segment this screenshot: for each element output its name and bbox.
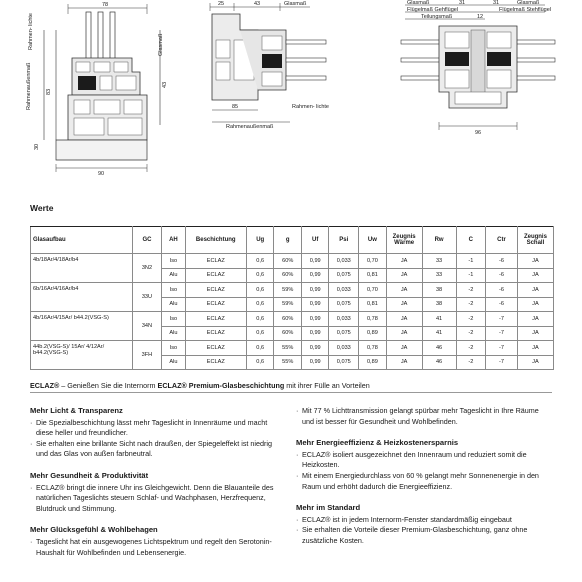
cell-gc: 34N — [132, 312, 162, 341]
cell-ah: Iso — [162, 283, 185, 298]
cell-c: -2 — [456, 283, 486, 298]
cell-ug: 0,6 — [246, 268, 274, 283]
dim-43-left: 43 — [162, 81, 168, 88]
cell-ug: 0,6 — [246, 326, 274, 341]
werte-table — [30, 226, 554, 370]
cell-psi: 0,033 — [329, 254, 359, 269]
cell-zeugnis-waerme: JA — [386, 254, 422, 269]
cell-ah: Alu — [162, 355, 185, 370]
cell-c: -2 — [456, 312, 486, 327]
cell-rw: 46 — [422, 355, 456, 370]
table-header-row — [31, 227, 554, 254]
header-rw: Rw — [422, 227, 456, 254]
header-uf: Uf — [301, 227, 329, 254]
header-zeugnis-schall-1: Zeugnis — [523, 234, 547, 240]
section-title-energie: Mehr Energieeffizienz & Heizkostenersparnis — [296, 438, 459, 448]
header-beschichtung: Beschichtung — [185, 227, 246, 254]
dim-30: 30 — [34, 143, 40, 150]
divider — [30, 392, 552, 393]
cell-zeugnis-waerme: JA — [386, 312, 422, 327]
cell-psi: 0,075 — [329, 297, 359, 312]
cell-ah: Iso — [162, 341, 185, 356]
header-c: C — [456, 227, 486, 254]
section-standard — [296, 503, 551, 546]
cell-g: 59% — [274, 297, 302, 312]
dim-83: 83 — [46, 88, 52, 95]
cell-zeugnis-schall: JA — [517, 355, 553, 370]
cell-glasaufbau: 44b.2(VSG-S)/ 15Ar/ 4/12Ar/ b44.2(VSG-S) — [31, 341, 133, 370]
cell-uf: 0,99 — [301, 355, 329, 370]
cell-uf: 0,99 — [301, 297, 329, 312]
cell-uw: 0,81 — [359, 268, 387, 283]
cell-c: -2 — [456, 326, 486, 341]
header-gc: GC — [132, 227, 162, 254]
cell-psi: 0,075 — [329, 355, 359, 370]
cell-g: 55% — [274, 355, 302, 370]
cell-beschichtung: ECLAZ — [185, 312, 246, 327]
dim-90: 90 — [98, 171, 105, 175]
header-ug: Ug — [246, 227, 274, 254]
list-item: · Mit 77 % Lichttransmission gelangt spürbar mehr Tageslicht in Ihre Räume und ist besser für Gesundheit und Wohlbefinden. — [296, 406, 551, 427]
table-row — [31, 254, 554, 269]
list-licht — [30, 418, 285, 460]
list-wohlbehagen — [30, 537, 285, 558]
section-title-wohlbehagen: Mehr Glücksgefühl & Wohlbehagen — [30, 525, 158, 535]
cell-uw: 0,89 — [359, 326, 387, 341]
section-drawing-horizontal — [200, 0, 340, 130]
cell-uf: 0,99 — [301, 283, 329, 298]
header-zeugnis-waerme-2: Wärme — [394, 240, 415, 246]
header-zeugnis-waerme — [386, 227, 422, 254]
cell-gc: 3N2 — [132, 254, 162, 283]
cell-g: 60% — [274, 268, 302, 283]
header-ah: AH — [162, 227, 185, 254]
dim-31-b: 31 — [493, 0, 500, 6]
list-standard — [296, 515, 551, 547]
list-item: · Die Spezialbeschichtung lässt mehr Tageslicht in Innenräume und macht diese heller und freundlicher. — [30, 418, 285, 439]
label-fluegelmass-stehfluegel: Flügelmaß Stehflügel — [499, 7, 551, 13]
label-glasmass-right: Glasmaß — [407, 0, 430, 6]
table-row — [31, 312, 554, 327]
cell-zeugnis-waerme: JA — [386, 297, 422, 312]
table-row — [31, 341, 554, 356]
intro-text-1: – Genießen Sie die Internorm — [59, 381, 158, 390]
label-teilungsmass: Teilungsmaß — [421, 14, 453, 20]
eclaz-intro — [30, 381, 370, 390]
header-ctr: Ctr — [486, 227, 518, 254]
label-glasmass-right-2: Glasmaß — [517, 0, 540, 6]
cell-uf: 0,99 — [301, 268, 329, 283]
cell-c: -1 — [456, 268, 486, 283]
cell-g: 59% — [274, 283, 302, 298]
section-title-standard: Mehr im Standard — [296, 503, 361, 513]
section-right-intro — [296, 406, 551, 427]
section-title-licht: Mehr Licht & Transparenz — [30, 406, 123, 415]
section-title-gesundheit: Mehr Gesundheit & Produktivität — [30, 470, 149, 480]
cell-gc: 3FH — [132, 341, 162, 370]
cell-uw: 0,70 — [359, 283, 387, 298]
header-g: g — [274, 227, 302, 254]
label-fluegelmass-gehfluegel: Flügelmaß Gehflügel — [407, 7, 459, 13]
list-item: · ECLAZ® isoliert ausgezeichnet den Innenraum und reduziert somit die Heizkosten. — [296, 450, 551, 471]
cell-glasaufbau: 6b/16Ar/4/16Ar/b4 — [31, 283, 133, 312]
cell-uf: 0,99 — [301, 254, 329, 269]
label-rahmenlichte-middle: Rahmen- lichte — [292, 104, 329, 110]
header-zeugnis-schall — [517, 227, 553, 254]
intro-bold: ECLAZ® Premium-Glasbeschichtung — [157, 381, 285, 390]
cell-uw: 0,70 — [359, 254, 387, 269]
dim-78: 78 — [102, 2, 109, 8]
label-rahmenaussenmass: Rahmenaußenmaß — [26, 62, 32, 110]
cell-ug: 0,6 — [246, 283, 274, 298]
cell-psi: 0,033 — [329, 312, 359, 327]
werte-title: Werte — [30, 203, 54, 213]
cell-zeugnis-waerme: JA — [386, 355, 422, 370]
dim-96: 96 — [475, 130, 482, 136]
cell-ug: 0,6 — [246, 341, 274, 356]
cell-psi: 0,033 — [329, 341, 359, 356]
cell-rw: 33 — [422, 254, 456, 269]
cell-uw: 0,78 — [359, 341, 387, 356]
cell-rw: 46 — [422, 341, 456, 356]
section-gesundheit — [30, 471, 285, 514]
cell-zeugnis-schall: JA — [517, 254, 553, 269]
cell-rw: 41 — [422, 326, 456, 341]
cell-uw: 0,78 — [359, 312, 387, 327]
list-item: · Tageslicht hat ein ausgewogenes Lichtspektrum und regelt den Serotonin-Haushalt für Wohlbefinden und Lebensenergie. — [30, 537, 285, 558]
intro-text-2: mit ihrer Fülle an Vorteilen — [284, 381, 370, 390]
cell-beschichtung: ECLAZ — [185, 355, 246, 370]
cell-uf: 0,99 — [301, 326, 329, 341]
cell-c: -1 — [456, 254, 486, 269]
cell-ctr: -6 — [486, 254, 518, 269]
technical-drawings — [0, 0, 582, 200]
cell-beschichtung: ECLAZ — [185, 283, 246, 298]
cell-glasaufbau: 4b/18Ar/4/18Ar/b4 — [31, 254, 133, 283]
cell-rw: 33 — [422, 268, 456, 283]
cell-rw: 41 — [422, 312, 456, 327]
cell-ah: Iso — [162, 312, 185, 327]
cell-uf: 0,99 — [301, 341, 329, 356]
dim-25: 25 — [218, 1, 225, 7]
cell-ug: 0,6 — [246, 355, 274, 370]
dim-43-middle: 43 — [254, 1, 261, 7]
cell-uw: 0,81 — [359, 297, 387, 312]
section-drawing-mullion — [395, 0, 560, 145]
header-uw: Uw — [359, 227, 387, 254]
cell-zeugnis-waerme: JA — [386, 326, 422, 341]
cell-c: -2 — [456, 341, 486, 356]
cell-psi: 0,033 — [329, 283, 359, 298]
cell-ah: Alu — [162, 297, 185, 312]
cell-c: -2 — [456, 297, 486, 312]
label-rahmenlichte: Rahmen- lichte — [28, 13, 34, 50]
cell-g: 60% — [274, 312, 302, 327]
cell-glasaufbau: 4b/16Ar/4/15Ar/ b44.2(VSG-S) — [31, 312, 133, 341]
cell-ctr: -7 — [486, 312, 518, 327]
list-right-intro — [296, 406, 551, 427]
benefits-right-column — [296, 406, 551, 558]
list-gesundheit — [30, 483, 285, 515]
cell-beschichtung: ECLAZ — [185, 297, 246, 312]
cell-ah: Alu — [162, 326, 185, 341]
header-zeugnis-schall-2: Schall — [526, 240, 545, 246]
table-row — [31, 283, 554, 298]
cell-g: 55% — [274, 341, 302, 356]
cell-psi: 0,075 — [329, 326, 359, 341]
cell-zeugnis-schall: JA — [517, 341, 553, 356]
cell-ug: 0,6 — [246, 254, 274, 269]
cell-ctr: -7 — [486, 341, 518, 356]
cell-zeugnis-schall: JA — [517, 312, 553, 327]
cell-ctr: -6 — [486, 268, 518, 283]
cell-ug: 0,6 — [246, 297, 274, 312]
intro-brand: ECLAZ® — [30, 381, 60, 390]
label-glasmass-left: Glasmaß — [158, 33, 164, 56]
cell-zeugnis-waerme: JA — [386, 341, 422, 356]
section-licht — [30, 406, 285, 460]
cell-g: 60% — [274, 326, 302, 341]
cell-ah: Alu — [162, 268, 185, 283]
dim-12: 12 — [477, 14, 484, 20]
cell-beschichtung: ECLAZ — [185, 254, 246, 269]
section-drawing-vertical — [20, 0, 170, 175]
label-rahmenaussenmass-middle: Rahmenaußenmaß — [226, 124, 274, 130]
cell-psi: 0,075 — [329, 268, 359, 283]
cell-zeugnis-waerme: JA — [386, 283, 422, 298]
cell-ctr: -6 — [486, 283, 518, 298]
cell-beschichtung: ECLAZ — [185, 326, 246, 341]
dim-85: 85 — [232, 104, 239, 110]
label-glasmass-middle: Glasmaß — [284, 1, 307, 7]
header-psi: Psi — [329, 227, 359, 254]
cell-rw: 38 — [422, 297, 456, 312]
section-energie — [296, 438, 551, 492]
header-glasaufbau: Glasaufbau — [31, 227, 133, 254]
list-item: · Sie erhalten eine brillante Sicht nach draußen, der Spiegeleffekt ist niedrig und das Glas von außen farbneutral. — [30, 439, 285, 460]
cell-zeugnis-waerme: JA — [386, 268, 422, 283]
header-zeugnis-waerme-1: Zeugnis — [392, 234, 416, 240]
section-wohlbehagen — [30, 525, 285, 558]
cell-zeugnis-schall: JA — [517, 297, 553, 312]
cell-ctr: -6 — [486, 297, 518, 312]
cell-gc: 33U — [132, 283, 162, 312]
cell-uf: 0,99 — [301, 312, 329, 327]
cell-ah: Iso — [162, 254, 185, 269]
cell-beschichtung: ECLAZ — [185, 341, 246, 356]
cell-ctr: -7 — [486, 326, 518, 341]
cell-g: 60% — [274, 254, 302, 269]
benefits-left-column — [30, 406, 285, 569]
cell-beschichtung: ECLAZ — [185, 268, 246, 283]
cell-c: -2 — [456, 355, 486, 370]
list-item: · ECLAZ® bringt die innere Uhr ins Gleichgewicht. Denn die Blauanteile des natürlichen Tageslichts steuern Schlaf- und Wachphasen, Herzfrequenz, Blutdruck und Stimmung. — [30, 483, 285, 515]
cell-uw: 0,89 — [359, 355, 387, 370]
cell-zeugnis-schall: JA — [517, 326, 553, 341]
cell-rw: 38 — [422, 283, 456, 298]
dim-31-a: 31 — [459, 0, 466, 6]
cell-zeugnis-schall: JA — [517, 283, 553, 298]
list-item: · ECLAZ® ist in jedem Internorm-Fenster standardmäßig eingebaut — [296, 515, 551, 526]
list-energie — [296, 450, 551, 492]
cell-zeugnis-schall: JA — [517, 268, 553, 283]
list-item: · Mit einem Energiedurchlass von 60 % gelangt mehr Sonnenenergie in den Raum und erhöht dadurch die Energieeffizienz. — [296, 471, 551, 492]
cell-ctr: -7 — [486, 355, 518, 370]
list-item: · Sie erhalten die Vorteile dieser Premium-Glasbeschichtung, ganz ohne zusätzliche Kosten. — [296, 525, 551, 546]
cell-ug: 0,6 — [246, 312, 274, 327]
